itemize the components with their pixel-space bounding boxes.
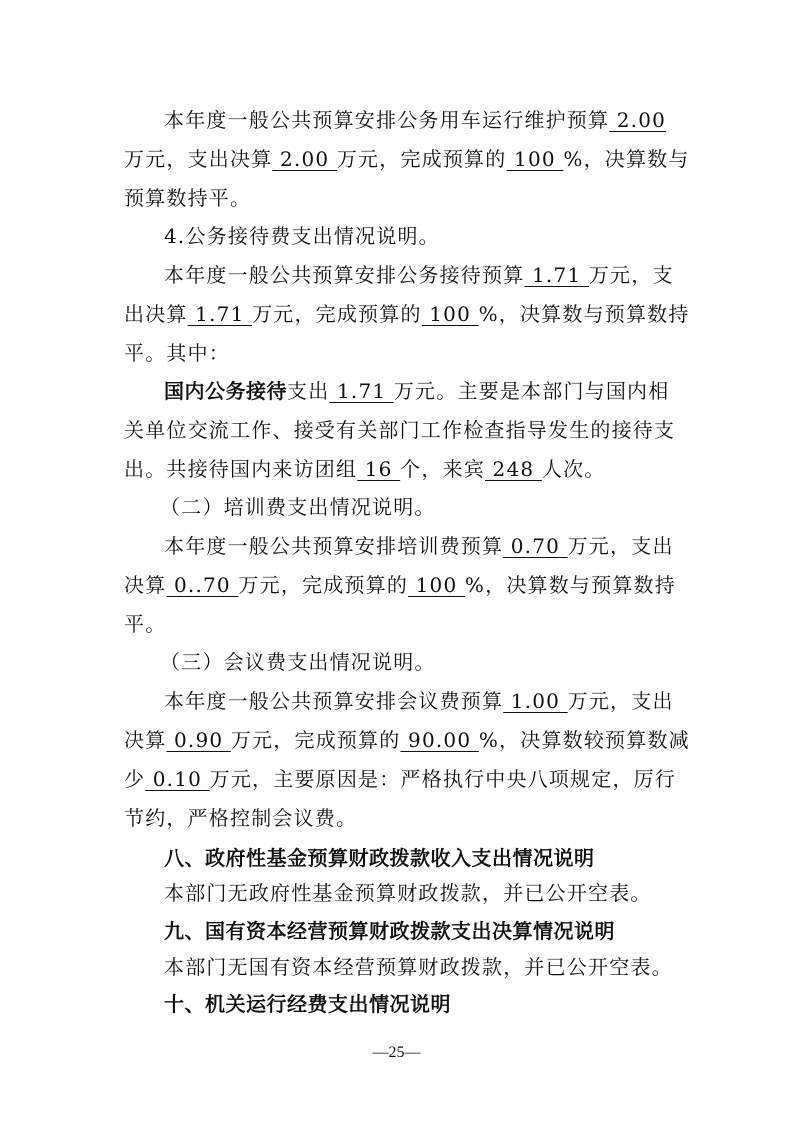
training-completion-value: 100: [408, 573, 465, 597]
text: %，决算数与: [563, 147, 690, 171]
text: 万元，支出决算: [124, 147, 273, 171]
reception-line-3: [124, 339, 684, 367]
domestic-line-3: [124, 455, 684, 483]
text: 九、国有资本经营预算财政拨款支出决算情况说明: [164, 919, 615, 943]
guests-count: 248: [484, 457, 542, 481]
meeting-heading: [160, 648, 720, 676]
text: 少: [124, 767, 146, 791]
page-number: —25—: [372, 1044, 421, 1061]
reception-line-1: [164, 261, 724, 289]
text: 本部门无国有资本经营预算财政拨款，并已公开空表。: [164, 955, 673, 979]
meeting-completion-value: 90.00: [400, 728, 479, 752]
meeting-final-value: 0.90: [166, 728, 231, 752]
text: 万元，完成预算的: [252, 302, 422, 326]
section-8-heading: [164, 844, 724, 872]
text: 平。其中：: [124, 341, 230, 365]
text: （二）培训费支出情况说明。: [160, 495, 436, 519]
text: 平。: [124, 612, 167, 636]
text: 决算: [124, 573, 167, 597]
text: 出决算: [124, 302, 188, 326]
training-heading: [160, 493, 720, 521]
reception-heading: [164, 222, 724, 250]
car-completion-value: 100: [506, 147, 564, 171]
section-9-body: [164, 953, 724, 981]
text: 人次。: [541, 457, 606, 481]
domestic-reception-value: 1.71: [329, 379, 394, 403]
text: 八、政府性基金预算财政拨款收入支出情况说明: [164, 846, 595, 870]
reception-budget-value: 1.71: [524, 263, 589, 287]
text: 本年度一般公共预算安排公务用车运行维护预算: [164, 108, 610, 132]
text: 万元，支出: [567, 689, 674, 713]
text: 本年度一般公共预算安排公务接待预算: [164, 263, 525, 287]
car-budget-value: 2.00: [609, 108, 667, 132]
visiting-groups-count: 16: [357, 457, 401, 481]
meeting-line-2: [124, 726, 690, 754]
meeting-decrease-value: 0.10: [145, 767, 210, 791]
reception-line-2: [124, 300, 690, 328]
text: 4.公务接待费支出情况说明。: [164, 224, 440, 248]
meeting-budget-value: 1.00: [503, 689, 568, 713]
text: 万元，完成预算的: [336, 147, 507, 171]
text: 节约，严格控制会议费。: [124, 806, 358, 830]
domestic-reception-label: 国内公务接待: [164, 379, 287, 403]
text: 万元，支出: [567, 534, 674, 558]
text: 万元，主要原因是：严格执行中央八项规定，厉行: [209, 767, 677, 791]
domestic-line-2: [124, 416, 684, 444]
domestic-line-1: [164, 377, 724, 405]
text: 万元，支: [588, 263, 674, 287]
text: 出。共接待国内来访团组: [124, 457, 358, 481]
meeting-line-3: [124, 765, 684, 793]
training-budget-value: 0.70: [503, 534, 568, 558]
car-line-1: [164, 106, 724, 134]
training-final-value: 0..70: [166, 573, 239, 597]
text: 个，来宾: [400, 457, 485, 481]
meeting-line-1: [164, 687, 724, 715]
text: 预算数持平。: [124, 186, 252, 210]
text: %，决算数与预算数持: [464, 573, 676, 597]
text: 本年度一般公共预算安排会议费预算: [164, 689, 504, 713]
reception-completion-value: 100: [421, 302, 479, 326]
text: 本部门无政府性基金预算财政拨款，并已公开空表。: [164, 881, 652, 905]
section-10-heading: [164, 990, 724, 1018]
meeting-line-4: [124, 804, 684, 832]
training-line-3: [124, 610, 684, 638]
text: 万元。主要是本部门与国内相: [393, 379, 670, 403]
text: %，决算数与预算数持: [478, 302, 690, 326]
text: 十、机关运行经费支出情况说明: [164, 992, 451, 1016]
text: 万元，完成预算的: [238, 573, 409, 597]
training-line-1: [164, 532, 724, 560]
section-8-body: [164, 879, 724, 907]
text: 关单位交流工作、接受有关部门工作检查指导发生的接待支: [124, 418, 676, 442]
section-9-heading: [164, 917, 724, 945]
car-line-3: [124, 184, 684, 212]
text: 万元，完成预算的: [230, 728, 401, 752]
text: 决算: [124, 728, 167, 752]
car-line-2: [124, 145, 690, 173]
reception-final-value: 1.71: [187, 302, 253, 326]
text: 支出: [287, 379, 330, 403]
text: 本年度一般公共预算安排培训费预算: [164, 534, 504, 558]
text: （三）会议费支出情况说明。: [160, 650, 436, 674]
car-final-value: 2.00: [272, 147, 337, 171]
training-line-2: [124, 571, 684, 599]
text: %，决算数较预算数减: [478, 728, 690, 752]
